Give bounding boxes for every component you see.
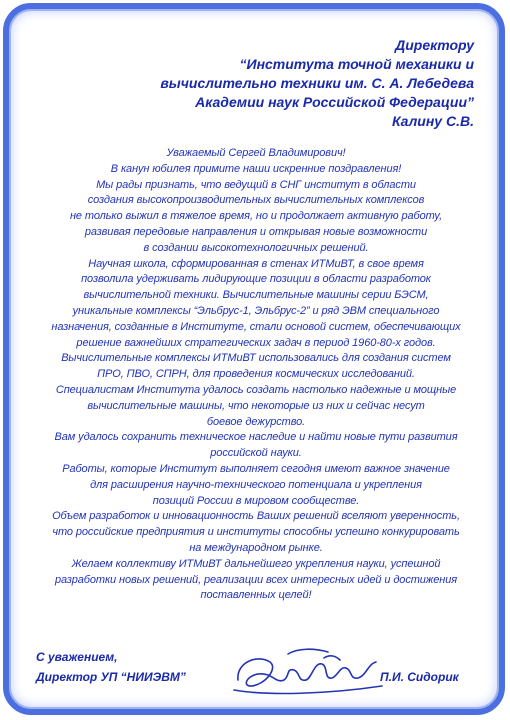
body-line: Специалистам Института удалось создать настолько надежные и мощные	[55, 383, 457, 396]
signer-name: П.И. Сидорик	[380, 670, 459, 684]
body-line: Желаем коллективу ИТМиВТ дальнейшего укрепления науки, успешной	[71, 557, 441, 570]
body-line: боевое дежурство.	[206, 415, 306, 428]
letter-body	[26, 146, 486, 604]
body-line: позволила удерживать лидирующие позиции в области разработок	[81, 273, 431, 286]
body-line: Научная школа, сформированная в стенах ИТМиВТ, в свое время	[88, 257, 424, 270]
body-line: не только выжил в тяжелое время, но и продолжает активную работу,	[69, 210, 443, 223]
body-line: назначения, созданные в Институте, стали основой систем, обеспечивающих	[51, 320, 461, 333]
addressee-line: “Института точной механики и	[239, 56, 474, 72]
body-line: на международном рынке.	[189, 541, 323, 554]
addressee-line: Академии наук Российской Федерации”	[195, 94, 474, 110]
body-line: российской науки.	[210, 447, 302, 460]
body-line: в создании высокотехнологичных решений.	[143, 241, 369, 254]
addressee-line: Директору	[395, 37, 474, 53]
body-line: Работы, которые Институт выполняет сегодня имеют важное значение	[62, 462, 450, 475]
addressee-block	[34, 36, 474, 131]
body-line: развивая передовые направления и открывая новые возможности	[84, 225, 428, 238]
body-line: Уважаемый Сергей Владимирович!	[166, 147, 346, 159]
body-line: Объем разработок и инновационность Ваших решений вселяют уверенность,	[52, 510, 460, 523]
body-line: Вычислительные комплексы ИТМиВТ использовались для создания систем	[61, 352, 451, 365]
body-line: разработки новых решений, реализации всех интересных идей и достижения	[54, 573, 458, 586]
body-line: позиций России в мировом сообществе.	[152, 494, 360, 507]
body-line: вычислительные машины, что некоторые из них и сейчас несут	[87, 399, 425, 412]
body-line: Вам удалось сохранить техническое наследие и найти новые пути развития	[54, 431, 458, 444]
body-line: В канун юбилея примите наши искренние поздравления!	[110, 162, 402, 175]
body-line: Мы рады признать, что ведущий в СНГ институт в области	[96, 178, 416, 191]
body-line: вычислительной техники. Вычислительные машины серии БЭСМ,	[83, 289, 429, 302]
body-line: для расширения научно-технического потенциала и укрепления	[90, 478, 422, 491]
closing-title: Директор УП “НИИЭВМ”	[36, 670, 186, 684]
body-line: уникальные комплексы “Эльбрус-1, Эльбрус-2” и ряд ЭВМ специального	[72, 304, 440, 317]
signature-icon	[228, 640, 388, 702]
body-line: что российские предприятия и институты способны успешно конкурировать	[52, 526, 460, 539]
closing-regards: С уважением,	[36, 650, 118, 664]
addressee-line: Калину С.В.	[392, 113, 474, 129]
closing-block	[36, 647, 186, 687]
body-line: ПРО, ПВО, СПРН, для проведения космических исследований.	[97, 368, 415, 381]
body-line: создания высокопроизводительных вычислительных комплексов	[87, 194, 425, 207]
body-line: решение важнейших стратегических задач в период 1960-80-х годов.	[76, 336, 436, 349]
body-line: поставленных целей!	[200, 589, 312, 602]
addressee-line: вычислительно техники им. С. А. Лебедева	[160, 75, 474, 91]
